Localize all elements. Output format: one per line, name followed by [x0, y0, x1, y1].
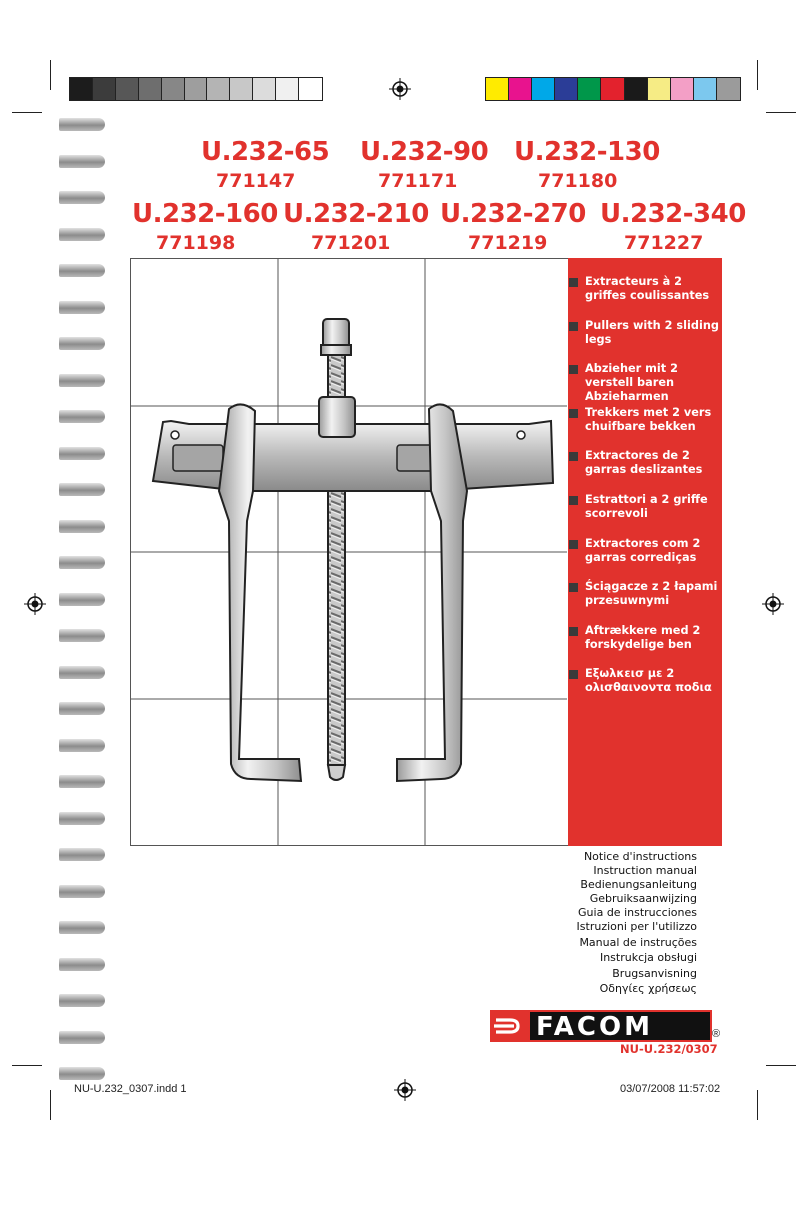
color-swatch [671, 78, 694, 100]
color-swatch [162, 78, 185, 100]
color-swatch [93, 78, 116, 100]
model-title: U.232-65 [201, 137, 330, 167]
page-tab-mark [59, 812, 105, 825]
color-swatch [532, 78, 555, 100]
page-tab-mark [59, 593, 105, 606]
language-title-text: Εξωλκεισ με 2 ολισθαινοντα ποδια [585, 667, 712, 695]
model-title: U.232-90 [360, 137, 489, 167]
document-reference: NU-U.232/0307 [620, 1042, 718, 1056]
model-code: 771171 [378, 170, 458, 192]
page-tab-mark [59, 374, 105, 387]
page-tab-mark [59, 556, 105, 569]
registered-mark: ® [712, 1028, 721, 1040]
color-swatch [299, 78, 322, 100]
color-swatch [116, 78, 139, 100]
crop-mark [766, 1065, 796, 1066]
model-code: 771180 [538, 170, 618, 192]
page-tab-mark [59, 994, 105, 1007]
manual-language-label: Manual de instruções [579, 936, 697, 949]
model-code: 771147 [216, 170, 296, 192]
crop-mark [50, 1090, 51, 1120]
page-tab-mark [59, 921, 105, 934]
model-code: 771201 [311, 232, 391, 254]
page-tab-mark [59, 739, 105, 752]
language-title-text: Extractores com 2 garras corrediças [585, 536, 701, 564]
bullet-square-icon [569, 627, 578, 636]
page-tab-mark [59, 155, 105, 168]
color-swatch [648, 78, 671, 100]
language-title-text: Extracteurs à 2 griffes coulissantes [585, 275, 710, 302]
crop-mark [757, 1090, 758, 1120]
model-title: U.232-160 [132, 199, 278, 229]
page-tab-mark [59, 228, 105, 241]
process-color-bar [485, 77, 741, 101]
model-code: 771227 [624, 232, 704, 254]
language-title-text: Aftrækkere med 2 forskydelige ben [585, 623, 701, 651]
color-swatch [276, 78, 299, 100]
language-title-text: Trekkers met 2 vers chuifbare bekken [585, 405, 712, 433]
manual-language-label: Instruction manual [593, 864, 697, 877]
page-tab-mark [59, 958, 105, 971]
page-tab-mark [59, 191, 105, 204]
language-title-text: Extractores de 2 garras deslizantes [585, 449, 703, 477]
crop-mark [50, 60, 51, 90]
registration-mark-icon [389, 78, 411, 100]
registration-mark-icon [394, 1079, 416, 1101]
page-tab-mark [59, 337, 105, 350]
manual-language-label: Οδηγίες χρήσεως [599, 982, 697, 995]
color-swatch [509, 78, 532, 100]
color-swatch [625, 78, 648, 100]
manual-language-label: Gebruiksaanwijzing [589, 892, 697, 905]
registration-mark-icon [762, 593, 784, 615]
page-tab-mark [59, 483, 105, 496]
color-swatch [486, 78, 509, 100]
page-tab-mark [59, 301, 105, 314]
color-swatch [601, 78, 624, 100]
bullet-square-icon [569, 670, 578, 679]
crop-mark [757, 60, 758, 90]
manual-language-label: Instrukcja obsługi [599, 951, 697, 964]
page-tab-mark [59, 629, 105, 642]
page-tab-mark [59, 520, 105, 533]
color-swatch [207, 78, 230, 100]
model-code: 771219 [468, 232, 548, 254]
footer-file-name: NU-U.232_0307.indd 1 [74, 1083, 187, 1095]
color-swatch [70, 78, 93, 100]
page-tab-mark [59, 1031, 105, 1044]
color-swatch [185, 78, 208, 100]
model-code: 771198 [156, 232, 236, 254]
model-title: U.232-270 [440, 199, 586, 229]
bullet-square-icon [569, 496, 578, 505]
crop-mark [12, 112, 42, 113]
language-title-text: Pullers with 2 sliding legs [585, 318, 719, 346]
bullet-square-icon [569, 452, 578, 461]
page-tab-mark [59, 775, 105, 788]
page-tab-mark [59, 410, 105, 423]
bullet-square-icon [569, 365, 578, 374]
color-swatch [578, 78, 601, 100]
manual-language-label: Bedienungsanleitung [580, 878, 697, 891]
color-swatch [253, 78, 276, 100]
model-title: U.232-130 [514, 137, 660, 167]
brand-name: FACOM [536, 1012, 653, 1042]
color-swatch [139, 78, 162, 100]
color-swatch [717, 78, 740, 100]
bullet-square-icon [569, 278, 578, 287]
page-tab-mark [59, 264, 105, 277]
crop-mark [766, 112, 796, 113]
page-tab-mark [59, 447, 105, 460]
color-swatch [694, 78, 717, 100]
language-title-text: Ściągacze z 2 łapami przesuwnymi [585, 580, 718, 608]
footer-timestamp: 03/07/2008 11:57:02 [620, 1083, 721, 1095]
language-title-text: Estrattori a 2 griffe scorrevoli [585, 493, 708, 520]
bullet-square-icon [569, 409, 578, 418]
manual-language-label: Brugsanvisning [612, 967, 697, 980]
page-tab-mark [59, 666, 105, 679]
page-tab-mark [59, 118, 105, 131]
bullet-square-icon [569, 583, 578, 592]
page-tab-mark [59, 885, 105, 898]
color-swatch [555, 78, 578, 100]
manual-language-label: Istruzioni per l'utilizzo [576, 920, 697, 933]
bullet-square-icon [569, 540, 578, 549]
registration-mark-icon [24, 593, 46, 615]
registration-gray-bar [69, 77, 323, 101]
manual-language-label: Notice d'instructions [583, 850, 697, 863]
page-tab-mark [59, 1067, 105, 1080]
crop-mark [12, 1065, 42, 1066]
model-title: U.232-340 [600, 199, 746, 229]
page-tab-mark [59, 702, 105, 715]
manual-language-label: Guia de instrucciones [578, 906, 697, 919]
color-swatch [230, 78, 253, 100]
page-tab-marks [59, 118, 105, 1104]
model-title: U.232-210 [283, 199, 429, 229]
page-tab-mark [59, 848, 105, 861]
bullet-square-icon [569, 322, 578, 331]
language-title-text: Abzieher mit 2 verstell baren Abzieharmen [585, 362, 678, 404]
